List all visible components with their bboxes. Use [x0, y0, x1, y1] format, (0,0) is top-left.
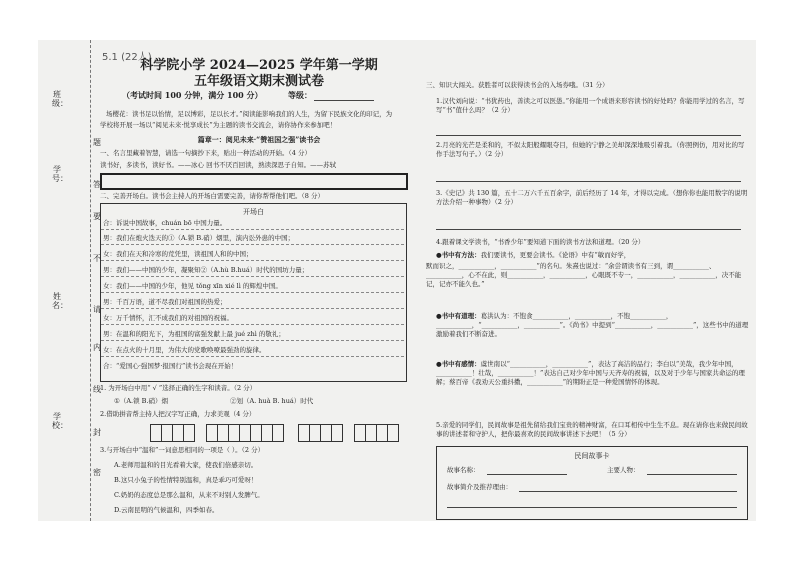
q2-3-option-b[interactable]: B.这只小兔子的性情特别温和，真是乖巧可爱呀！: [114, 476, 258, 484]
speech-divider: [101, 356, 404, 357]
right-column: [426, 40, 751, 521]
q3-2-text: 2.月亮的光芒是柔和的，不似太阳般耀眼夺目，但她的宁静之美却深深地吸引着我。（你照例仿，用对比的写作手法写句子。）（2 分）: [436, 141, 745, 158]
q2-3-text: 3.与开场白中“温和”一词意思相同的一项是（ ）。（2 分）: [100, 446, 265, 454]
speech-divider: [101, 260, 404, 261]
q3-2-answer-line[interactable]: [436, 181, 741, 182]
q1-answer-box[interactable]: [100, 173, 408, 190]
chapter-heading: 篇章一：阅见未来·“赞祖国之强”读书会: [197, 135, 321, 144]
exam-title-line1: 科学院小学 2024—2025 学年第一学期: [140, 58, 378, 73]
speech-divider: [101, 340, 404, 341]
speech-line: 女：我们在天和冷寒的荒凭里，读祖国人和的中国；: [103, 250, 253, 258]
class-label: 班级：: [52, 90, 68, 108]
opening-speech-title: 开场白: [243, 208, 264, 216]
pinyin-grid-4[interactable]: [354, 424, 398, 440]
speech-divider: [101, 244, 404, 245]
binding-char: 密: [93, 468, 101, 477]
binding-dashed-line: [90, 40, 91, 521]
speech-line: 合：“爱国心·强国梦·报国行”读书会现在开始！: [103, 362, 238, 370]
speech-line: 女：万千情怀，汇不成我们的对祖国的祝福。: [103, 314, 233, 322]
speech-line: 男：千百万语，道不尽我们对祖国的热爱；: [103, 298, 227, 306]
q2-1-text: 1. 为开场白中用“ √ ”选择正确的生字和读音。（2 分）: [100, 384, 257, 392]
q3-4-text: 4.跟着课文学读书，“书香少年”要知道下面的读书方法和道理。（20 分）: [436, 238, 645, 246]
q2-1-option1[interactable]: ①（A.锁 B.硝）烟: [114, 397, 168, 405]
method-text-cont: 默而识之，___________，___________”的名句。朱熹也说过：“余尝谓读书有三到，谓___________、___________，心不在此，则___________，___________，心眼既不专一，___________，___________，决不能记，记亦不能久也。”: [426, 262, 742, 288]
student-id-label: 学号：: [52, 165, 68, 183]
grade-field-line: [314, 100, 374, 101]
method-label: ●书中有方法：: [436, 251, 481, 259]
q3-3-text: 3.《史记》共 130 篇，五十二万六千五百余字，前后经历了 14 年，才得以完成。（想你你也能用数字的说明方法介绍一种事物）（2 分）: [436, 189, 748, 206]
card-title: 民间故事卡: [574, 452, 610, 460]
binding-char: 线: [93, 385, 101, 394]
speech-line: 女：我们——中国的少年，他见 tǒng xīn xié lì 的辉煌中国。: [103, 282, 282, 290]
q2-3-option-d[interactable]: D.云南昆明的气候温和，四季如春。: [114, 506, 219, 514]
binding-char: 答: [93, 180, 101, 189]
q2-2-text: 2.借助拼音帮主持人把汉字写正确，力求美观（4 分）: [100, 410, 256, 418]
left-column: [100, 40, 418, 521]
card-story-name-label: 故事名称：: [447, 466, 480, 474]
school-label: 学校：: [52, 412, 68, 430]
emotion-label: ●书中有感情：: [436, 360, 481, 368]
folk-story-card: [436, 446, 748, 520]
binding-char: 内: [93, 343, 101, 352]
q3-3-answer-line[interactable]: [436, 229, 741, 230]
speech-line: 男：在温和的阳光下，为祖国的富强发献上最 jué zhì 的敬礼；: [103, 330, 285, 338]
speech-divider: [101, 292, 404, 293]
exam-title-line2: 五年级语文期末测试卷: [193, 74, 324, 89]
binding-char: 要: [93, 212, 101, 221]
q1-heading: 一、名言里藏着智慧，请选一句摘抄下来，贴出一种活动的开始。（4 分）: [100, 149, 311, 157]
emotion-text: 虞世南以“___________，___________”，表达了高洁的品行；李白以“美哉，我少年中国，___________！壮哉，___________！”表达自己对少年中国与天齐寿的祝福，以及对于少年与国家共命运的理解；蔡百帝《我劝天公重抖擞，___________”的期盼正是一种爱国情怀的体现。: [436, 360, 745, 386]
method-text: 我们要读书，更要会读书。《论语》中有“敏而好学，: [480, 251, 631, 259]
exam-info: （考试时间 100 分钟，满分 100 分）: [122, 90, 263, 100]
binding-char: 封: [93, 428, 101, 437]
card-summary-field[interactable]: [519, 491, 737, 492]
speech-divider: [101, 308, 404, 309]
binding-char: 请: [93, 305, 101, 314]
q2-1-option2[interactable]: ②划（A. huà B. huá）时代: [230, 397, 314, 405]
intro-line2: 学校将开展一场以“阅见未来·悦享成长”为主题的读书交流会，请你协作来参加吧！: [100, 121, 337, 129]
grade-field-label: 等级：: [288, 90, 312, 100]
speech-line: 合：诉说中国故事，chuán bō 中国力量。: [103, 219, 227, 227]
q2-3-option-a[interactable]: A.老师用温和的目光看着大家，使我们倍感亲切。: [114, 461, 258, 469]
speech-line: 男：我们——中国的少年，凝聚知②（A.hù B.huá）时代的国坊力量；: [103, 266, 309, 274]
pinyin-grid-3[interactable]: [298, 424, 342, 440]
speech-divider: [101, 229, 404, 230]
q2-3-option-c[interactable]: C.奶奶的态度总是那么温和，从来不对别人发脾气。: [114, 491, 264, 499]
q3-1-text: 1.汉代刘向说：“书犹药也，善读之可以医愚。”你能用一个成语来形容读书的好处吗？你能用学过的名言，写写“书”值什么吗？（2 分）: [436, 97, 745, 114]
binding-char: 题: [93, 138, 101, 147]
handwritten-note: 5.1 (22人): [102, 52, 152, 63]
card-story-name-field[interactable]: [487, 474, 567, 475]
card-main-char-label: 主要人物：: [607, 466, 640, 474]
speech-divider: [101, 276, 404, 277]
binding-margin: [38, 40, 100, 521]
intro-line1: 场樱花：读书足以怡情，足以博彩，足以长才。”阅读能影响我们的人生，为留下民族文化的印记，为: [106, 110, 393, 118]
speech-line: 男：我们在炮火迭天的①（A.锁 B.硝）烟里，演内讼外患的中国；: [103, 234, 295, 242]
binding-char: 不: [93, 254, 101, 263]
opening-speech-box: [100, 203, 407, 382]
name-label: 姓名：: [52, 292, 68, 310]
reason-text: 葛洪认为：不饱食___________，___________，不饱___________，___________，“___________，___________”。《尚书》中提到“___________，___________”，这些书中的道理激励着我们不断奋进。: [436, 312, 749, 338]
speech-divider: [101, 324, 404, 325]
emotion-paragraph: [436, 360, 750, 387]
q3-1-answer-line[interactable]: [436, 135, 741, 136]
card-summary-field-2[interactable]: [447, 507, 737, 508]
q2-heading: 二、完善开场白。读书会主持人的开场白需要完善，请你帮帮他们吧。（8 分）: [100, 192, 324, 200]
card-main-char-field[interactable]: [647, 474, 737, 475]
q3-heading: 三、知识大闯关。获胜者可以获得读书会的入场券哦。（31 分）: [426, 81, 609, 89]
card-summary-label: 故事简介及推荐理由：: [447, 483, 512, 491]
reason-paragraph: [436, 312, 750, 339]
method-paragraph: [436, 251, 750, 260]
pinyin-grid-1[interactable]: [150, 424, 194, 440]
q1-quotes: 读书好，多读书，读好书。——冰心 回书不厌百回读，熟读深思子自知。——苏轼: [100, 161, 337, 169]
exam-paper: [38, 40, 756, 521]
pinyin-grid-2[interactable]: [206, 424, 283, 440]
q3-5-text: 5.亲爱的同学们，民间故事是祖先留给我们宝贵的精神财富，在口耳相传中生生不息。现在请你也来做民间故事的讲述者和守护人，把你最喜欢的民间故事讲述下去吧！（5 分）: [436, 421, 748, 438]
reason-label: ●书中有道理：: [436, 312, 481, 320]
speech-line: 女：在点火的十月里，为伟大的党歌唤嘹最强劲的旋律。: [103, 346, 266, 354]
